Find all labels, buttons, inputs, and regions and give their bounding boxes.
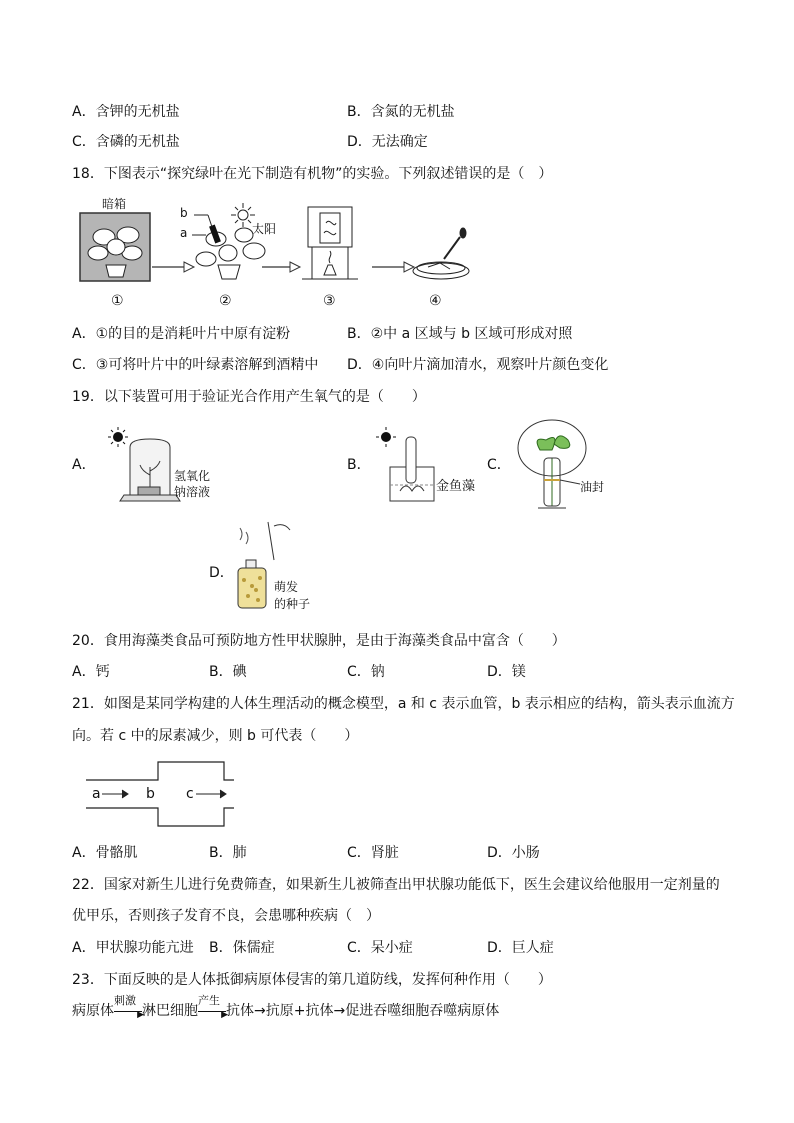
q18-stem: 18．下图表示“探究绿叶在光下制造有机物”的实验。下列叙述错误的是（ ） xyxy=(72,166,553,182)
chain-arrow-stimulate: 刺激 ▶ xyxy=(114,994,144,1020)
vessel-a-label: a xyxy=(92,786,101,802)
q19-option-b-letter: B． xyxy=(347,457,371,473)
petri-dish xyxy=(413,228,469,279)
q17-option-b: B．含氮的无机盐 xyxy=(347,104,455,120)
q21-option-b: B．肺 xyxy=(209,845,247,861)
q17-option-a: A．含钾的无机盐 xyxy=(72,104,180,120)
q18-figure xyxy=(76,195,476,315)
seeds-label-2: 的种子 xyxy=(274,597,311,611)
q21-stem-line-1: 21．如图是某同学构建的人体生理活动的概念模型，a 和 c 表示血管，b 表示相应的结构，箭头表示血流方 xyxy=(72,696,735,712)
q22-stem-line-2: 优甲乐，否则孩子发育不良，会患哪种疾病（ ） xyxy=(72,908,380,924)
sun-icon xyxy=(108,427,128,447)
q19-option-d-letter: D． xyxy=(209,565,234,581)
q17-option-c: C．含磷的无机盐 xyxy=(72,134,180,150)
q20-option-d: D．镁 xyxy=(487,664,526,680)
q21-option-d: D．小肠 xyxy=(487,845,540,861)
q19-option-c-figure xyxy=(514,418,624,513)
q18-option-c: C．③可将叶片中的叶绿素溶解到酒精中 xyxy=(72,357,319,373)
vessel-c-label: c xyxy=(186,786,194,802)
oil-seal-label: 油封 xyxy=(580,480,605,494)
naoh-label-2: 钠溶液 xyxy=(174,485,211,499)
q18-option-a: A．①的目的是消耗叶片中原有淀粉 xyxy=(72,326,291,342)
q22-option-a: A．甲状腺功能亢进 xyxy=(72,940,194,956)
step-4-label: ④ xyxy=(429,293,442,309)
step-2-label: ② xyxy=(219,293,232,309)
sun-icon xyxy=(376,427,396,447)
q22-option-d: D．巨人症 xyxy=(487,940,554,956)
q21-figure xyxy=(84,760,234,830)
q21-stem-line-2: 向。若 c 中的尿素减少，则 b 可代表（ ） xyxy=(72,728,359,744)
blood-flow-diagram xyxy=(84,760,234,830)
q19-option-c-letter: C． xyxy=(487,457,511,473)
q20-option-c: C．钠 xyxy=(347,664,385,680)
q21-option-c: C．肾脏 xyxy=(347,845,399,861)
q19-option-d-figure xyxy=(230,520,340,615)
oil-seal-diagram xyxy=(514,418,624,513)
q17-option-d: D．无法确定 xyxy=(347,134,428,150)
step-3-label: ③ xyxy=(323,293,336,309)
q22-stem-line-1: 22．国家对新生儿进行免费筛查，如果新生儿被筛查出甲状腺功能低下，医生会建议给他服用一定剂量的 xyxy=(72,877,720,893)
q19-option-a-letter: A． xyxy=(72,457,96,473)
q22-option-b: B．侏儒症 xyxy=(209,940,275,956)
water-bath xyxy=(302,207,358,279)
chain-rest: 抗体→抗原+抗体→促进吞噬细胞吞噬病原体 xyxy=(226,1003,500,1019)
hornwort-label: 金鱼藻 xyxy=(436,479,476,494)
q23-chain xyxy=(72,994,500,1020)
step-1-label: ① xyxy=(111,293,124,309)
label-a: a xyxy=(180,226,188,240)
structure-b-label: b xyxy=(146,786,155,802)
naoh-label-1: 氢氧化 xyxy=(174,469,211,483)
q18-option-b: B．②中 a 区域与 b 区域可形成对照 xyxy=(347,326,573,342)
dark-box-label: 暗箱 xyxy=(102,197,127,211)
q20-option-b: B．碘 xyxy=(209,664,247,680)
q23-stem: 23．下面反映的是人体抵御病原体侵害的第几道防线，发挥何种作用（ ） xyxy=(72,972,552,988)
q21-option-a: A．骨骼肌 xyxy=(72,845,138,861)
q18-experiment-diagram xyxy=(76,195,476,315)
chain-pathogen: 病原体 xyxy=(72,1003,114,1019)
q19-option-a-figure xyxy=(100,425,220,505)
chain-arrow-produce: 产生 ▶ xyxy=(198,994,228,1020)
chain-lymphocyte: 淋巴细胞 xyxy=(142,1003,198,1019)
seeds-label-1: 萌发 xyxy=(274,580,299,594)
q19-stem: 19．以下装置可用于验证光合作用产生氧气的是（ ） xyxy=(72,389,426,405)
q20-option-a: A．钙 xyxy=(72,664,110,680)
q20-stem: 20．食用海藻类食品可预防地方性甲状腺肿，是由于海藻类食品中富含（ ） xyxy=(72,633,566,649)
q18-option-d: D．④向叶片滴加清水，观察叶片颜色变化 xyxy=(347,357,609,373)
q19-option-b-figure xyxy=(372,425,492,505)
q22-option-c: C．呆小症 xyxy=(347,940,413,956)
sun-label: 太阳 xyxy=(252,222,277,236)
label-b: b xyxy=(180,206,188,220)
